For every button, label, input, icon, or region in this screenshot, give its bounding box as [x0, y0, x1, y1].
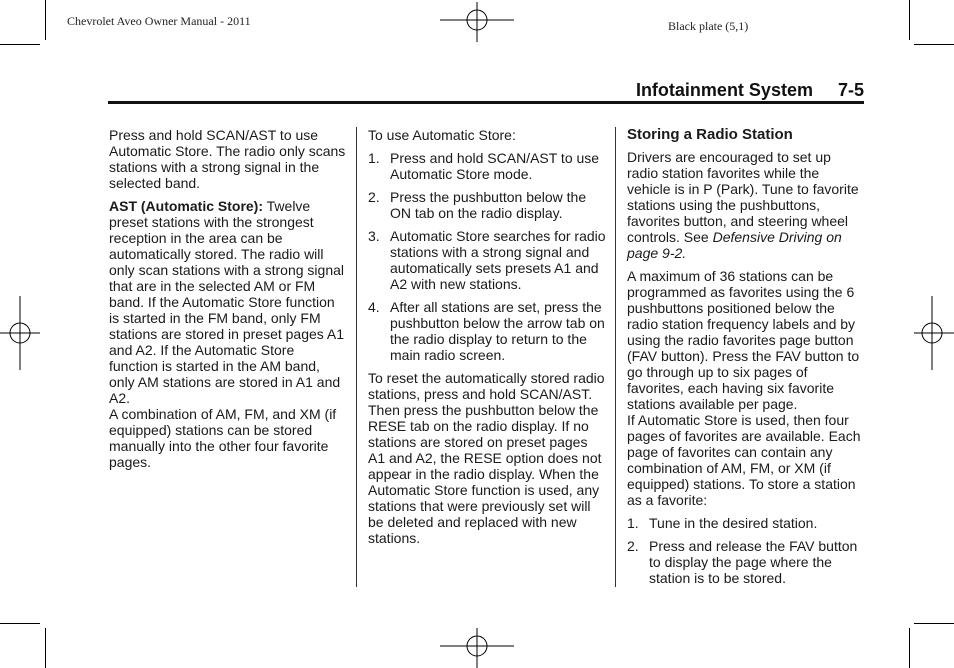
- step-text: Press the pushbutton below the ON tab on the radio display.: [390, 189, 587, 221]
- step-text: Tune in the desired station.: [649, 515, 818, 531]
- column-2: [368, 127, 606, 553]
- column-1: [109, 127, 347, 477]
- list-item: [368, 150, 606, 182]
- crop-mark: [0, 623, 40, 624]
- paragraph-text: Drivers are encouraged to set up radio station favorites while the vehicle is in P (Park). Tune to favorite stations using the pushbuttons, favorites button, and steering wheel controls. See: [627, 149, 859, 245]
- step-text: Press and release the FAV button to display the page where the station is to be stored.: [649, 538, 858, 586]
- registration-mark-icon: [440, 628, 514, 668]
- header-rule: [108, 101, 864, 104]
- registration-mark-icon: [440, 2, 514, 42]
- paragraph: [627, 149, 865, 261]
- section-title: Infotainment System: [635, 80, 813, 100]
- cross-reference-link[interactable]: Defensive Driving on page 9-2.: [627, 229, 842, 261]
- crop-mark: [914, 44, 954, 45]
- paragraph: To use Automatic Store:: [368, 127, 516, 143]
- list-item: [368, 228, 606, 292]
- slug-left: Chevrolet Aveo Owner Manual - 2011: [67, 14, 251, 28]
- list-item: [627, 538, 865, 586]
- paragraph: A maximum of 36 stations can be programmed as favorites using the 6 pushbuttons positioned below the radio station frequency labels and by using the radio favorites page button (FAV button). Press the FAV button to go through up to six pages of favorites, each having six favorite stations available per page.: [627, 268, 860, 412]
- step-text: Press and hold SCAN/AST to use Automatic Store mode.: [390, 150, 600, 182]
- step-number: 2.: [368, 189, 380, 205]
- page-title: [636, 80, 864, 101]
- term-label: AST (Automatic Store):: [109, 198, 263, 214]
- step-number: 3.: [368, 228, 380, 244]
- step-text: After all stations are set, press the pushbutton below the arrow tab on the radio display to return to the main radio screen.: [390, 299, 605, 363]
- crop-mark: [909, 628, 910, 668]
- column-divider: [356, 127, 357, 587]
- paragraph: Press and hold SCAN/AST to use Automatic Store. The radio only scans stations with a strong signal in the selected band.: [109, 127, 346, 191]
- registration-mark-icon: [0, 296, 40, 370]
- list-item: [368, 189, 606, 221]
- step-number: 2.: [627, 538, 639, 554]
- registration-mark-icon: [914, 296, 954, 370]
- crop-mark: [909, 0, 910, 40]
- term-text: Twelve preset stations with the strongest reception in the area can be automatically stored. The radio will only scan stations with a strong signal that are in the selected AM or FM band. If the Automatic Store function is started in the FM band, only FM stations are stored in preset pages A1 and A2. If the Automatic Store function is started in the AM band, only AM stations are stored in A1 and A2.: [109, 198, 345, 406]
- step-number: 4.: [368, 299, 380, 315]
- step-number: 1.: [627, 515, 639, 531]
- step-number: 1.: [368, 150, 380, 166]
- paragraph: [109, 198, 347, 406]
- paragraph: If Automatic Store is used, then four pages of favorites are available. Each page of favorites can contain any combination of AM, FM, or XM (if equipped) stations. To store a station as a favorite:: [627, 412, 861, 508]
- column-divider: [615, 127, 616, 587]
- paragraph: To reset the automatically stored radio stations, press and hold SCAN/AST. Then press the pushbutton below the RESE tab on the radio display. If no stations are stored on preset pages A1 and A2, the RESE option does not appear in the radio display. When the Automatic Store function is used, any stations that were previously set will be deleted and replaced with new stations.: [368, 370, 605, 546]
- crop-mark: [914, 623, 954, 624]
- column-3: [627, 127, 865, 593]
- step-text: Automatic Store searches for radio stations with a strong signal and automatically sets presets A1 and A2 with new stations.: [390, 228, 606, 292]
- crop-mark: [45, 0, 46, 40]
- list-item: [368, 299, 606, 363]
- page-header: [108, 78, 864, 104]
- list-item: [627, 515, 865, 531]
- crop-mark: [0, 44, 40, 45]
- steps-list: [368, 150, 606, 363]
- section-heading: Storing a Radio Station: [627, 126, 793, 143]
- paragraph: A combination of AM, FM, and XM (if equipped) stations can be stored manually into the other four favorite pages.: [109, 406, 337, 470]
- steps-list: [627, 515, 865, 586]
- page-number: 7-5: [837, 80, 864, 100]
- crop-mark: [45, 628, 46, 668]
- slug-right: Black plate (5,1): [668, 19, 749, 33]
